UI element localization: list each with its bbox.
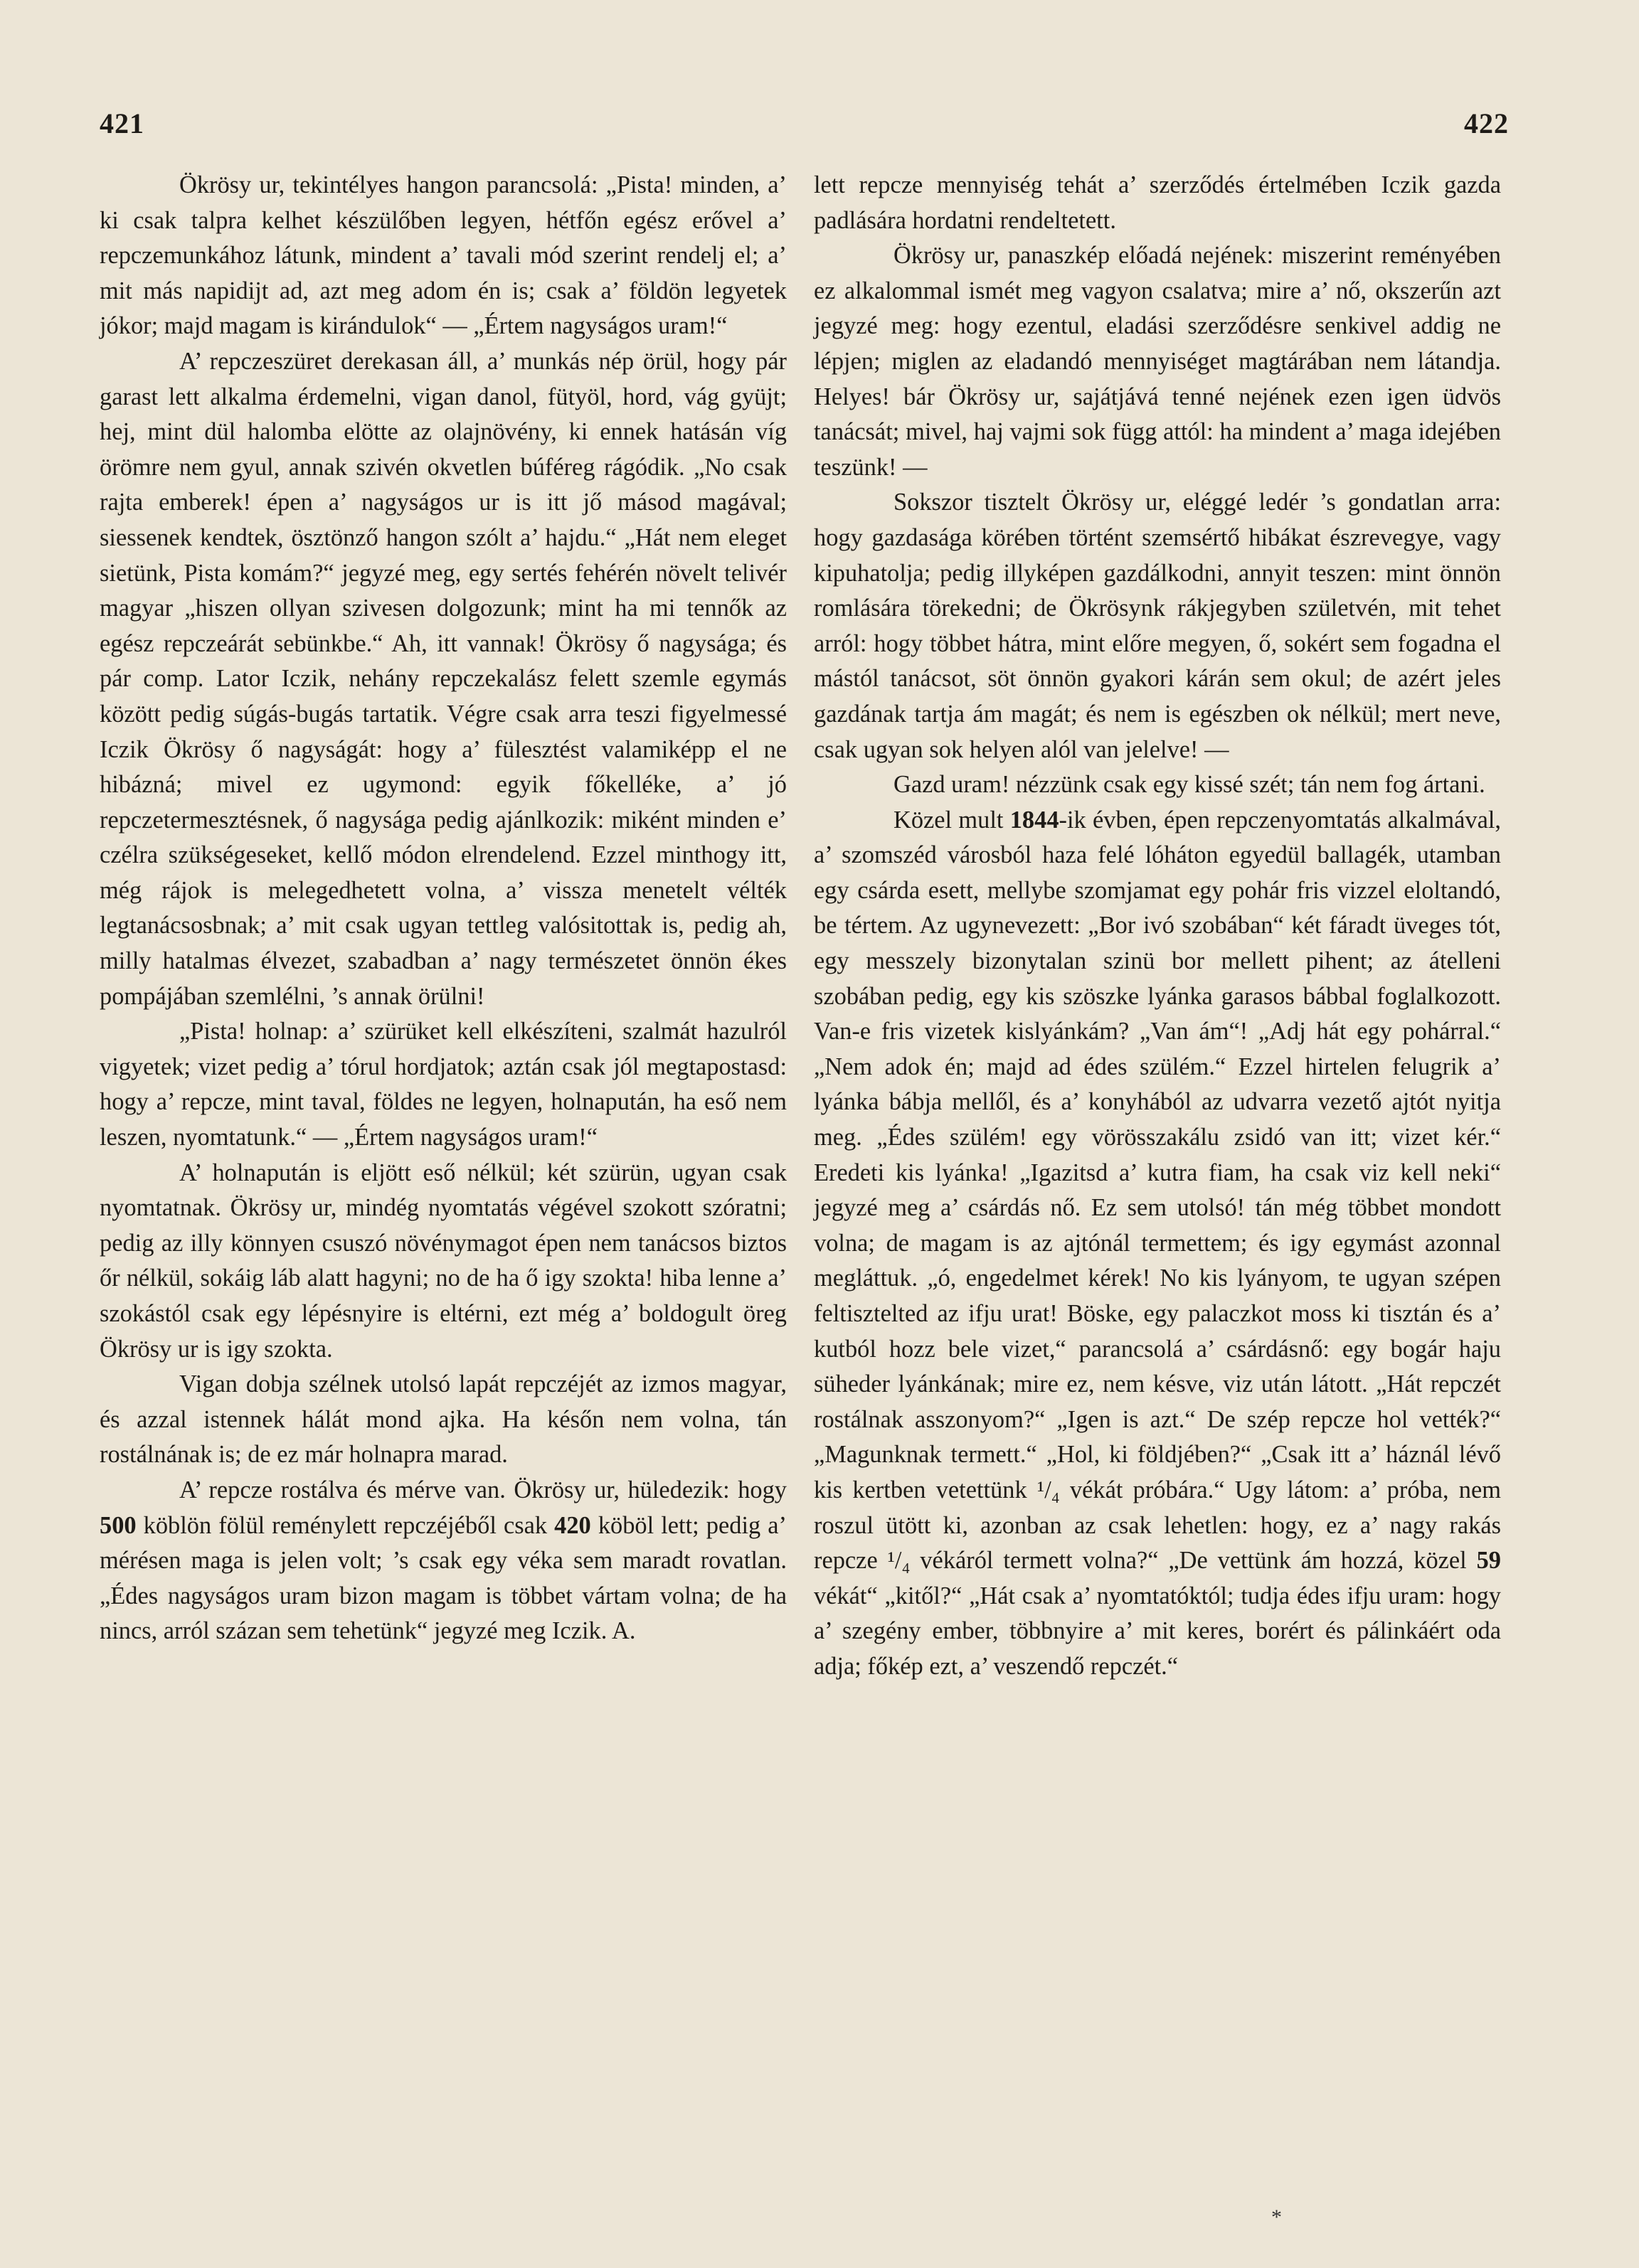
left-p6-text-1: A’ repcze rostálva és mérve van. Ökrösy ur, hüledezik: hogy bbox=[179, 1476, 787, 1503]
left-paragraph-2: A’ repczeszüret derekasan áll, a’ munkás nép örül, hogy pár garast lett alkalma érdemelni, vigan danol, fütyöl, hord, vág gyüjt; hej, mint dül halomba elötte az olajnövény, ki ennek hatásán víg örömre nem gyul, annak szivén okvetlen búféreg rágódik. „No csak rajta emberek! épen a’ nagyságos ur is itt jő másod magával; siessenek kendtek, ösztönző hangon szólt a’ hajdu.“ „Hát nem eleget sietünk, Pista komám?“ jegyzé meg, egy sertés fehérén növelt telivér magyar „hiszen ollyan szivesen dolgozunk; mint ha mi tennők az egész repczeárát sebünkbe.“ Ah, itt vannak! Ökrösy ő nagysága; és pár comp. Lator Iczik, nehány repczekalász felett szemle egymás között pedig súgás-bugás tartatik. Végre csak arra teszi figyelmessé Iczik Ökrösy ő nagyságát: hogy a’ fülesztést valamiképp el ne hibázná; mivel ez ugymond: egyik főkelléke, a’ jó repczetermesztésnek, ő nagysága pedig ajánlkozik: miként minden e’ czélra szükségeseket, kellő módon elrendelend. Ezzel minthogy itt, még rájok is melegedhetett volna, a’ vissza menetelt vélték legtanácsosbnak; a’ mit csak ugyan tettleg valósitottak is, pedig ah, milly hatalmas élvezet, szabadban a’ nagy természetet önnön ékes pompájában szemlélni, ’s annak örülni! bbox=[100, 347, 787, 1010]
right-p5-year: 1844 bbox=[1009, 806, 1059, 834]
left-column bbox=[100, 168, 787, 1649]
left-paragraph-6 bbox=[100, 1473, 787, 1649]
left-page-number: 421 bbox=[100, 107, 144, 139]
right-paragraph-3: Sokszor tisztelt Ökrösy ur, eléggé ledér ’s gondatlan arra: hogy gazdasága körében történt szemsértő hibákat észrevegye, vagy kipuhatolja; pedig illyképen gazdálkodni, annyit teszen: mint önnön romlására törekedni; de Ökrösynk rákjegyben születvén, mit tehet arról: hogy többet hátra, mint előre megyen, ő, sokért sem fogadna el mástól tanácsot, söt önnön gyakori kárán sem okul; de azért jeles gazdának tartja ám magát; és nem is egészben ok nélkül; mert neve, csak ugyan sok helyen alól van jelelve! — bbox=[814, 489, 1501, 763]
right-paragraph-2: Ökrösy ur, panaszkép előadá nejének: miszerint reményében ez alkalommal ismét meg vagyon csalatva; mire a’ nő, okszerűn azt jegyzé meg: hogy ezentul, eladási szerződésre senkivel addig ne lépjen; miglen az eladandó mennyiséget magtárában nem látandja. Helyes! bár Ökrösy ur, sajátjává tenné nejének ezen igen üdvös tanácsát; mivel, haj vajmi sok függ attól: ha mindent a’ maga idejében teszünk! — bbox=[814, 242, 1501, 481]
left-p6-text-2: köblön fölül reménylett repczéjéből csak bbox=[136, 1511, 555, 1539]
right-p5-text-4: vékáról termett volna?“ „De vettünk ám hozzá, közel bbox=[910, 1547, 1477, 1575]
right-p5-fraction-1: ¹/₄ bbox=[1036, 1476, 1060, 1503]
right-p5-text-2: -ik évben, épen repczenyomtatás alkalmával, a’ szomszéd városból haza felé lóháton egyedül ballagék, utamban egy csárda esett, mellybe szomjamat egy pohár fris vizzel eloltandó, be tértem. Az ugynevezett: „Bor ivó szobában“ két fáradt üveges tót, egy messzely bizonytalan szinü bor mellett pihent; az átelleni szobában pedig, egy kis szöszke lyánka garasos bábbal foglalkozott. Van-e fris vizetek kislyánkám? „Van ám“! „Adj hát egy pohárral.“ „Nem adok én; majd ad édes szülém.“ Ezzel hirtelen felugrik a’ lyánka bábja mellől, és a’ konyhából az udvarra vezető ajtót nyitja meg. „Édes szülém! egy vörösszakálu zsidó van itt; vizet kér.“ Eredeti kis lyánka! „Igazitsd a’ kutra fiam, ha csak viz kell neki“ jegyzé meg a’ csárdás nő. Ez sem utolsó! tán még többet mondott volna; de magam is az ajtónál termettem; és igy egymást azonnal megláttuk. „ó, engedelmet kérek! No kis lyányom, te ugyan szépen feltisztelted az ifju urat! Böske, egy palaczkot moss ki tisztán és a’ kutból hozz bele vizet,“ parancsolá a’ csárdásnő: egy bogár haju süheder lyánkának; mire ez, nem késve, viz után látott. „Hát repczét rostálnak asszonyom?“ „Igen is azt.“ De szép repcze hol vették?“ „Magunknak termett.“ „Hol, ki földjében?“ „Csak itt a’ háznál lévő kis kertben vetettünk bbox=[814, 806, 1501, 1503]
right-paragraph-4: Gazd uram! nézzünk csak egy kissé szét; tán nem fog ártani. bbox=[893, 771, 1485, 799]
right-paragraph-5 bbox=[814, 803, 1501, 1685]
right-paragraph-1: lett repcze mennyiség tehát a’ szerződés értelmében Iczik gazda padlására hordatni rendeltetett. bbox=[814, 171, 1501, 234]
right-p5-fraction-2: ¹/₄ bbox=[887, 1547, 911, 1575]
footer-asterisk: * bbox=[1271, 2205, 1282, 2229]
right-p5-number-59: 59 bbox=[1476, 1547, 1501, 1575]
right-column bbox=[814, 168, 1501, 1685]
left-p6-number-500: 500 bbox=[100, 1511, 137, 1539]
right-p5-text-3: vékát próbára.“ Ugy látom: a’ próba, nem roszul ütött ki, azonban az csak lehetlen: hogy, ez a’ nagy rakás repcze bbox=[814, 1476, 1501, 1575]
left-paragraph-3: „Pista! holnap: a’ szürüket kell elkészíteni, szalmát hazulról vigyetek; vizet pedig a’ tórul hordjatok; aztán csak jól megtapostasd: hogy a’ repcze, mint taval, földes ne legyen, holnapután, ha eső nem leszen, nyomtatunk.“ — „Értem nagyságos uram!“ bbox=[100, 1018, 787, 1151]
right-p5-text-5: vékát“ „kitől?“ „Hát csak a’ nyomtatóktól; tudja édes ifju uram: hogy a’ szegény ember, többnyire a’ mit keres, borért és pálinkáért oda adja; főkép ezt, a’ veszendő repczét.“ bbox=[814, 1582, 1501, 1680]
left-paragraph-5: Vigan dobja szélnek utolsó lapát repczéjét az izmos magyar, és azzal istennek hálát mond ajka. Ha későn nem volna, tán rostálnának is; de ez már holnapra marad. bbox=[100, 1370, 787, 1469]
right-page-number: 422 bbox=[1464, 107, 1509, 139]
left-paragraph-4: A’ holnapután is eljött eső nélkül; két szürün, ugyan csak nyomtatnak. Ökrösy ur, mindég nyomtatás végével szokott szóratni; pedig az illy könnyen csuszó növénymagot épen nem tanácsos biztos őr nélkül, sokáig láb alatt hagyni; no de ha ő igy szokta! hiba lenne a’ szokástól csak egy lépésnyire is eltérni, ezt még a’ boldogult öreg Ökrösy ur is igy szokta. bbox=[100, 1159, 787, 1363]
right-p5-text-1: Közel mult bbox=[893, 806, 1010, 834]
left-paragraph-1: Ökrösy ur, tekintélyes hangon parancsolá: „Pista! minden, a’ ki csak talpra kelhet készülőben legyen, hétfőn egész erővel a’ repczemunkához látunk, mindent a’ tavali mód szerint rendelj el; a’ mit más napidijt ad, azt meg adom én is; csak a’ földön legyetek jókor; majd magam is kirándulok“ — „Értem nagyságos uram!“ bbox=[100, 171, 787, 340]
left-p6-number-420: 420 bbox=[554, 1511, 591, 1539]
left-p6-text-3: köböl lett; pedig a’ mérésen maga is jelen volt; ’s csak egy véka sem maradt rovatlan. „Édes nagyságos uram bizon magam is többet vártam volna; de ha nincs, arról százan sem tehetünk“ jegyzé meg Iczik. A. bbox=[100, 1511, 787, 1645]
